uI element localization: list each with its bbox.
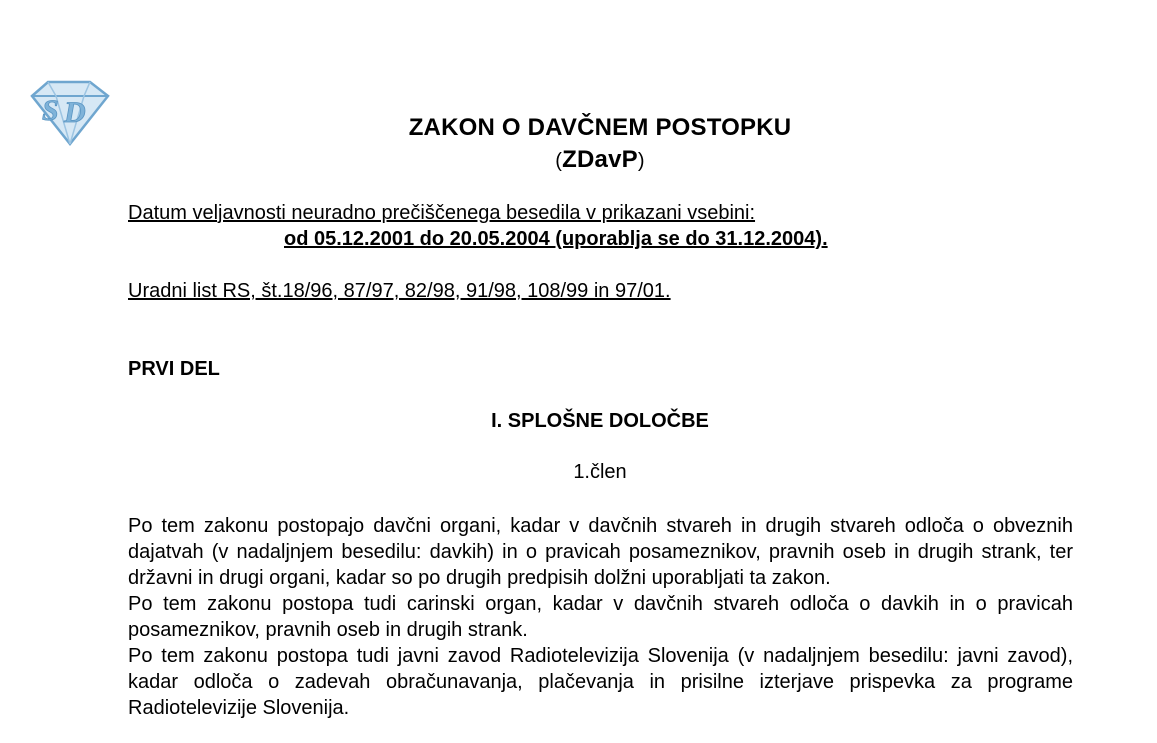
validity-range: od 05.12.2001 do 20.05.2004 (uporablja se do 31.12.2004). <box>284 228 828 250</box>
paragraph: Po tem zakonu postopa tudi carinski organ, kadar v davčnih stvareh odloča o davkih in o pravicah posameznikov, pravnih oseb in drugih strank. <box>128 593 1073 641</box>
chapter-heading: I. SPLOŠNE DOLOČBE <box>491 410 709 432</box>
part-heading: PRVI DEL <box>128 358 220 380</box>
gazette-reference: Uradni list RS, št.18/96, 87/97, 82/98, 91/98, 108/99 in 97/01. <box>128 280 671 302</box>
validity-label: Datum veljavnosti neuradno prečiščenega besedila v prikazani vsebini: <box>128 202 756 224</box>
paragraph: Po tem zakonu postopa tudi javni zavod Radiotelevizija Slovenija (v nadaljnjem besedilu: javni zavod), kadar odloča o zadevah obračunavanja, plačevanja in prisilne izterjave prispevka za programe Radiotelevizije Slovenija. <box>128 645 1073 719</box>
svg-text:S: S <box>42 94 59 127</box>
svg-text:D: D <box>64 96 86 129</box>
article-number: 1.člen <box>573 461 627 483</box>
document-abbreviation: (ZDavP) <box>555 146 645 173</box>
article-body <box>128 513 1073 721</box>
document-title: ZAKON O DAVČNEM POSTOPKU <box>408 114 792 141</box>
paragraph: Po tem zakonu postopajo davčni organi, kadar v davčnih stvareh in drugih stvareh odloča o obveznih dajatvah (v nadaljnjem besedilu: davkih) in o pravicah posameznikov, pravnih oseb in drugih strank, ter državni in drugi organi, kadar so po drugih predpisih dolžni uporabljati ta zakon. <box>128 515 1073 589</box>
